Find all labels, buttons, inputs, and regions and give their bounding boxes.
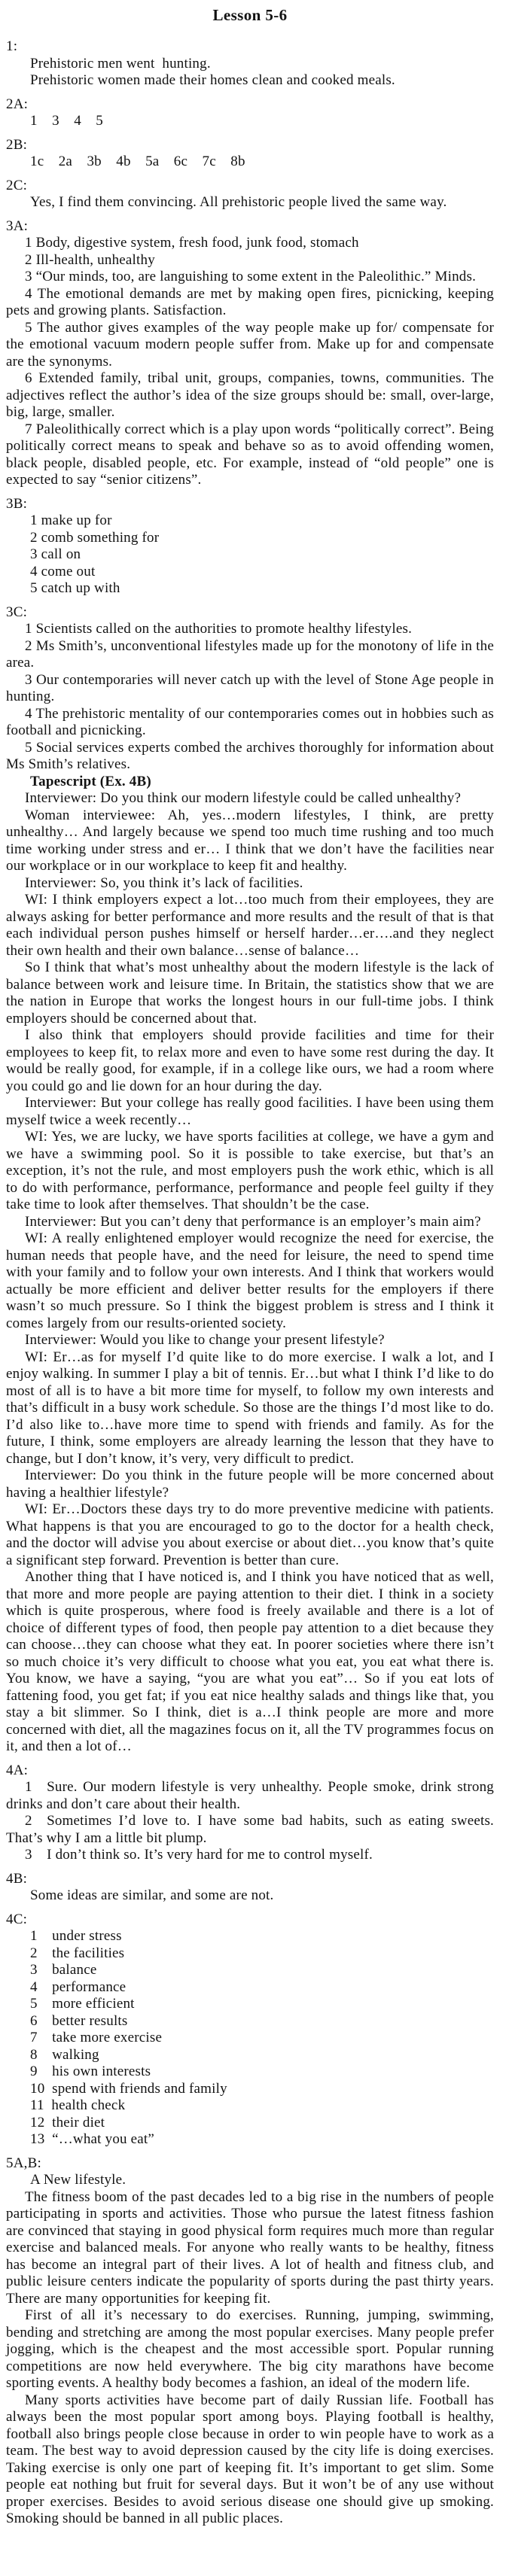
- section-3c-item-2: 2 Ms Smith’s, unconventional lifestyles made up for the monotony of life in the area.: [6, 637, 494, 671]
- page-title: Lesson 5-6: [212, 6, 288, 24]
- section-4c-item-5: 5 more efficient: [30, 1996, 135, 2012]
- section-4b-item-1: Some ideas are similar, and some are not.: [30, 1887, 274, 1903]
- section-label-5ab: 5A,B:: [6, 2155, 41, 2171]
- section-2a-item-1: 1 3 4 5: [30, 113, 103, 129]
- section-4c-item-1: 1 under stress: [30, 1928, 122, 1944]
- section-2b-item-1: 1c 2a 3b 4b 5a 6c 7c 8b: [30, 154, 245, 169]
- section-3a-item-1: 1 Body, digestive system, fresh food, junk food, stomach: [25, 235, 359, 251]
- section-label-2a: 2A:: [6, 96, 29, 112]
- section-label-4a: 4A:: [6, 1762, 29, 1778]
- section-tapescript-item-11: Interviewer: Would you like to change your present lifestyle?: [25, 1332, 385, 1348]
- section-label-3b: 3B:: [6, 495, 28, 512]
- section-4c-item-4: 4 performance: [30, 1978, 126, 1995]
- section-3b-item-5: 5 catch up with: [30, 580, 120, 596]
- section-4c-item-9: 9 his own interests: [30, 2064, 151, 2079]
- section-3a-item-2: 2 Ill-health, unhealthy: [25, 251, 155, 268]
- section-3c-item-5: 5 Social services experts combed the archives thoroughly for information about Ms Smith’s relatives.: [6, 739, 494, 772]
- section-label-tapescript: Tapescript (Ex. 4B): [30, 773, 151, 789]
- section-5ab-item-1: A New lifestyle.: [30, 2172, 126, 2188]
- section-3c-item-4: 4 The prehistoric mentality of our contemporaries comes out in hobbies such as football and picnicking.: [6, 705, 494, 738]
- section-tapescript-item-14: WI: Er…Doctors these days try to do more preventive medicine with patients. What happens is that you are encouraged to go to the doctor for a health check, and the doctor will advise you about exercise or about diet…you know that’s quite a significant step forward. Prevention is better than cure.: [6, 1501, 494, 1568]
- section-tapescript-item-1: Interviewer: Do you think our modern lifestyle could be called unhealthy?: [25, 790, 462, 806]
- section-tapescript-item-6: I also think that employers should provide facilities and time for their employees to keep fit, to relax more and even to have some rest during the day. It would be really good, for example, if in a college like ours, we had a room where you could go and lie down for an hour during the day.: [6, 1027, 494, 1094]
- section-label-2b: 2B:: [6, 136, 28, 153]
- section-1-item-1: Prehistoric men went hunting.: [30, 55, 211, 71]
- section-3a-item-6: 6 Extended family, tribal unit, groups, companies, towns, communities. The adjectives reflect the author’s idea of the size groups should be: small, over-large, big, large, smaller.: [6, 370, 494, 420]
- section-5ab-item-2: The fitness boom of the past decades led to a big rise in the numbers of people participating in sports and activities. Those who pursue the latest fitness fashion are convinced that staying in good physical form requires much more than regular exercise and balanced meals. For anyone who really wants to be healthy, fitness has become an integral part of their lives. A lot of health and fitness club, and public leisure centers indicate the popularity of sports during the past thirty years. There are many opportunities for keeping fit.: [6, 2188, 494, 2307]
- section-1-item-2: Prehistoric women made their homes clean and cooked meals.: [30, 72, 395, 88]
- section-4a-item-3: 3 I don’t think so. It’s very hard for me to control myself.: [25, 1847, 373, 1863]
- section-4a: [6, 1762, 494, 1864]
- section-1: [6, 38, 494, 90]
- section-2c: [6, 178, 494, 211]
- section-3b-item-4: 4 come out: [30, 563, 96, 579]
- section-tapescript-item-10: WI: A really enlightened employer would recognize the need for exercise, the human needs that people have, and the need for leisure, the need to spend time with your family and to follow your own interests. And I think that workers would actually be more efficient and deliver better results for the employers if there wasn’t so much pressure. So I think the biggest problem is stress and I think it comes largely from our results-oriented society.: [6, 1230, 494, 1331]
- section-3a-item-5: 5 The author gives examples of the way people make up for/ compensate for the emotional vacuum modern people suffer from. Make up for and compensate are the synonyms.: [6, 319, 494, 370]
- section-4c: [6, 1911, 494, 2149]
- section-2a: [6, 96, 494, 130]
- section-tapescript-item-2: Woman interviewee: Ah, yes…modern lifestyles, I think, are pretty unhealthy… And largely because we spend too much time rushing and too much time working under stress and er… I think that we don’t have the facilities near our workplace or in our workplace to keep fit and healthy.: [6, 807, 494, 874]
- section-2c-item-1: Yes, I find them convincing. All prehistoric people lived the same way.: [30, 194, 447, 210]
- section-3b-item-2: 2 comb something for: [30, 529, 160, 546]
- section-3a: [6, 218, 494, 489]
- section-4a-item-2: 2 Sometimes I’d love to. I have some bad habits, such as eating sweets. That’s why I am a little bit plump.: [6, 1813, 494, 1846]
- section-4c-item-6: 6 better results: [30, 2012, 128, 2029]
- section-tapescript-item-3: Interviewer: So, you think it’s lack of facilities.: [25, 874, 303, 891]
- section-4c-item-10: 10 spend with friends and family: [30, 2080, 227, 2097]
- section-5ab-item-3: First of all it’s necessary to do exercises. Running, jumping, swimming, bending and stretching are among the most popular exercises. Many people prefer jogging, which is the cheapest and the most accessible sport. Popular running competitions are now held everywhere. The big city marathons have become sporting events. A healthy body becomes a fashion, an ideal of the modern life.: [6, 2307, 494, 2391]
- section-label-4c: 4C:: [6, 1911, 28, 1927]
- section-tapescript: [6, 774, 494, 1756]
- section-tapescript-item-5: So I think that what’s most unhealthy about the modern lifestyle is the lack of balance between work and leisure time. In Britain, the statistics show that we are the nation in Europe that works the longest hours in our full-time jobs. I think employers should be concerned about that.: [6, 960, 494, 1026]
- section-3a-item-4: 4 The emotional demands are met by making open fires, picnicking, keeping pets and growing plants. Satisfaction.: [6, 285, 494, 318]
- section-tapescript-item-9: Interviewer: But you can’t deny that performance is an employer’s main aim?: [25, 1213, 481, 1230]
- section-4b: [6, 1871, 494, 1905]
- section-3b: [6, 496, 494, 598]
- section-5ab: [6, 2155, 494, 2528]
- section-label-4b: 4B:: [6, 1870, 28, 1887]
- section-tapescript-item-13: Interviewer: Do you think in the future people will be more concerned about having a healthier lifestyle?: [6, 1467, 494, 1501]
- section-4a-item-1: 1 Sure. Our modern lifestyle is very unhealthy. People smoke, drink strong drinks and don’t care about their health.: [6, 1779, 494, 1812]
- section-4c-item-8: 8 walking: [30, 2046, 99, 2063]
- section-3a-item-3: 3 “Our minds, too, are languishing to some extent in the Paleolithic.” Minds.: [25, 269, 477, 284]
- section-3b-item-3: 3 call on: [30, 546, 81, 562]
- section-4c-item-2: 2 the facilities: [30, 1945, 125, 1961]
- section-label-1: 1:: [6, 38, 18, 54]
- section-4c-item-12: 12 their diet: [30, 2114, 105, 2130]
- section-label-3c: 3C:: [6, 604, 28, 620]
- section-tapescript-item-15: Another thing that I have noticed is, and I think you have noticed that as well, that more and more people are paying attention to their diet. I think in a society which is quite prosperous, where food is freely available and there is a lot of choice of different types of food, then people pay attention to a diet because they can choose…they can choose what they eat. In poorer societies where there isn’t so much choice it’s very difficult to choose what you eat, you eat what there is. You know, we have a saying, “you are what you eat”… So if you eat lots of fattening food, you get fat; if you eat nice healthy salads and things like that, you stay a bit slimmer. So I think, diet is a…I think people are more and more concerned with diet, all the magazines focus on it, all the TV programmes focus on it, and then a lot of…: [6, 1569, 494, 1754]
- section-3b-item-1: 1 make up for: [30, 512, 112, 528]
- section-3c-item-1: 1 Scientists called on the authorities to promote healthy lifestyles.: [25, 621, 413, 637]
- section-tapescript-item-4: WI: I think employers expect a lot…too much from their employees, they are always asking for better performance and more results and the result of that is that each individual person pushes himself or herself harder…er….and they neglect their own health and their own balance…sense of balance…: [6, 892, 494, 959]
- section-tapescript-item-7: Interviewer: But your college has really good facilities. I have been using them myself twice a week recently…: [6, 1095, 494, 1128]
- section-3c: [6, 604, 494, 774]
- section-3c-item-3: 3 Our contemporaries will never catch up with the level of Stone Age people in hunting.: [6, 671, 494, 704]
- section-tapescript-item-8: WI: Yes, we are lucky, we have sports facilities at college, we have a gym and we have a swimming pool. So it is possible to take exercise, but that’s an exception, it’s not the rule, and most employers push the work ethic, which is all to do with performance, performance, performance and people feel guilty if they take time to look after themselves. That shouldn’t be the case.: [6, 1129, 494, 1212]
- section-label-3a: 3A:: [6, 217, 29, 234]
- section-4c-item-7: 7 take more exercise: [30, 2030, 163, 2045]
- section-2b: [6, 137, 494, 171]
- section-tapescript-item-12: WI: Er…as for myself I’d quite like to do more exercise. I walk a lot, and I enjoy walking. In summer I play a bit of tennis. Er…but what I think I’d like to do most of all is to have a bit more time for myself, to follow my own interests and that’s difficult in a busy work schedule. So those are the things I’d most like to do. I’d also like to…have more time to spend with friends and family. As for the future, I think, some employers are already learning the lesson that they have to change, but I don’t know, it’s very, very difficult to predict.: [6, 1349, 494, 1467]
- section-4c-item-11: 11 health check: [30, 2097, 126, 2113]
- section-3a-item-7: 7 Paleolithically correct which is a play upon words “politically correct”. Being politically correct means to speak and behave so as to avoid offending women, black people, disabled people, etc. For example, instead of “old people” one is expected to say “senior citizens”.: [6, 421, 494, 488]
- document-content: [6, 38, 494, 2528]
- section-4c-item-13: 13 “…what you eat”: [30, 2131, 155, 2147]
- section-5ab-item-4: Many sports activities have become part of daily Russian life. Football has always been the most popular sport among boys. Playing football is healthy, football also brings people close because in order to win people have to work as a team. The best way to avoid depression caused by the city life is doing exercises. Taking exercise is only one part of keeping fit. It’s important to get slim. Some people eat nothing but fruit for several days. But it won’t be of any use without proper exercises. Besides to avoid serious disease one should give up smoking. Smoking should be banned in all public places.: [6, 2392, 494, 2526]
- section-4c-item-3: 3 balance: [30, 1962, 97, 1978]
- section-label-2c: 2C:: [6, 177, 28, 193]
